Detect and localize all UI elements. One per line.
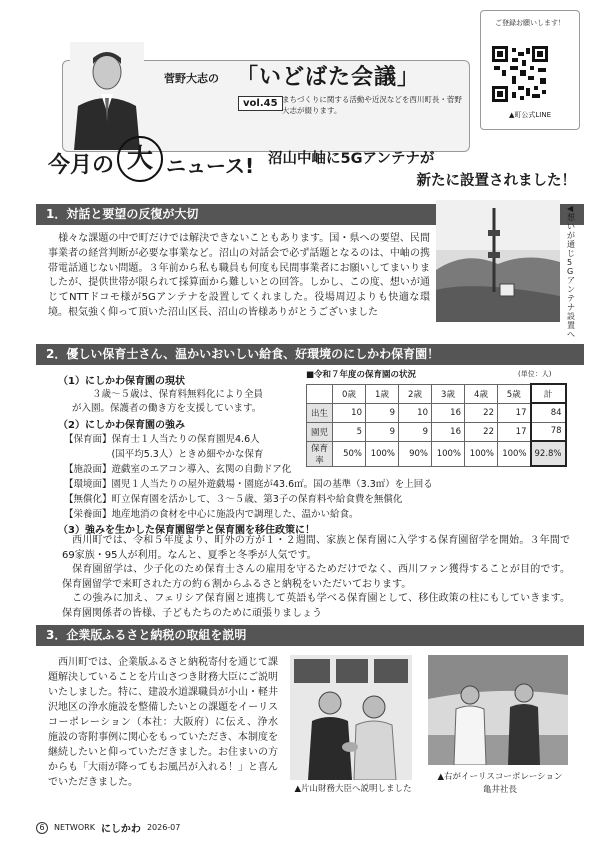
table-cell-total: 84 bbox=[531, 403, 566, 422]
footer-network: NETWORK bbox=[54, 823, 95, 832]
banner-left: 今月の bbox=[48, 153, 115, 178]
table-row bbox=[307, 422, 566, 441]
table-cell: 園児 bbox=[307, 422, 333, 441]
news-headline bbox=[268, 148, 582, 192]
status-text-1: ３歳～５歳は、保育料無料化により全員 bbox=[92, 389, 264, 400]
table-cell: 100% bbox=[465, 441, 498, 466]
table-cell: 90% bbox=[399, 441, 432, 466]
table-header: 5歳 bbox=[498, 384, 531, 403]
mayor-name: 菅野大志の bbox=[164, 72, 219, 85]
antenna-photo-caption: ◀想いが通じ5Gアンテナ設置へ bbox=[567, 204, 575, 339]
strength-item: 【無償化】町立保育園を活かして、３～５歳、第3子の保育料や給食費を無償化 bbox=[64, 494, 403, 505]
table-header: 3歳 bbox=[432, 384, 465, 403]
series-subtitle: まちづくりに関する活動や近況などを西川町長・菅野大志が綴ります。 bbox=[282, 95, 462, 115]
table-cell-total: 78 bbox=[531, 422, 566, 441]
headline-line-2: 新たに設置されました！ bbox=[416, 173, 576, 189]
section-3-title: 3．企業版ふるさと納税の取組を説明 bbox=[36, 625, 584, 646]
table-header: 2歳 bbox=[399, 384, 432, 403]
iris-ceo-photo bbox=[428, 655, 568, 765]
table-title: ■令和７年度の保育園の状況 bbox=[306, 370, 417, 380]
line-qr-code[interactable] bbox=[492, 46, 548, 102]
table-cell: 10 bbox=[399, 403, 432, 422]
table-cell: 16 bbox=[432, 403, 465, 422]
table-cell: 100% bbox=[432, 441, 465, 466]
qr-caption: ▲町公式LINE bbox=[508, 111, 551, 119]
series-title: 「いどばた会議」 bbox=[236, 65, 421, 90]
table-row bbox=[307, 403, 566, 422]
banner-right: ニュース! bbox=[166, 154, 255, 178]
section-1-body: 様々な課題の中で町だけでは解決できないこともあります。国・県への要望、民間事業者の経営判断が必要な事業など。沼山の対話会で必ず話題となるのは、中岫の携帯電話通じない問題。３年前から私も職員も何度も民間事業者にお願いしてまいりましたが、提供世帯が限られて採算面から難しいとの回答。しかし、この度、想いが通じてNTTドコモ様が5Gアンテナを設置してくれました。役場周辺よりも快適な環境。根気強く仰って頂いた沼山区長、沼山の皆様ありがとうございました bbox=[48, 233, 430, 318]
page-number: 6 bbox=[36, 822, 48, 834]
iris-photo-caption-1: ▲右がイーリスコーポレーション bbox=[437, 772, 563, 782]
table-row bbox=[307, 441, 566, 466]
volume-badge: vol.45 bbox=[238, 96, 283, 111]
table-cell: 5 bbox=[333, 422, 366, 441]
table-header: 4歳 bbox=[465, 384, 498, 403]
table-cell: 100% bbox=[366, 441, 399, 466]
minister-photo-caption: ▲片山財務大臣へ説明しました bbox=[294, 784, 412, 794]
table-header bbox=[307, 384, 333, 403]
table-cell: 100% bbox=[498, 441, 531, 466]
table-header: 0歳 bbox=[333, 384, 366, 403]
page-footer bbox=[36, 820, 180, 835]
policy-body: 西川町では、令和５年度より、町外の方が１・２週間、家族と保育園に入学する保育園留学を開始。３年間で69家族・95人が利用。なんと、夏季と冬季が人気です。 保育園留学は、少子化のため保育士さんの雇用を守るためだけでなく、西川ファン獲得することが目的です。保育園留学で来町された方の約６割からふるさと納税をいただいております。 この強みに加え、フェリシア保育園と連携して英語も学べる保育園として、移住政策の柱にもしていきます。保育園関係者の皆様、子どもたちのために頑張りましょう bbox=[62, 535, 570, 619]
table-header: 1歳 bbox=[366, 384, 399, 403]
table-cell: 50% bbox=[333, 441, 366, 466]
footer-date: 2026-07 bbox=[146, 823, 181, 832]
table-cell: 22 bbox=[465, 422, 498, 441]
table-cell: 17 bbox=[498, 422, 531, 441]
register-text: ご登録お願いします！ bbox=[495, 19, 565, 27]
table-cell: 9 bbox=[366, 403, 399, 422]
table-header-total: 計 bbox=[531, 384, 566, 403]
table-cell-total: 92.8% bbox=[531, 441, 566, 466]
table-header-row bbox=[307, 384, 566, 403]
footer-brand: にしかわ bbox=[100, 824, 141, 835]
section-2-title: 2．優しい保育士さん、温かいおいしい給食、好環境のにしかわ保育園！ bbox=[36, 344, 584, 365]
policy-heading: （3）強みを生かした保育園留学と保育園を移住政策に！ bbox=[58, 525, 315, 536]
strength-item: 【栄養面】地産地消の食材を中心に施設内で調理した、温かい給食。 bbox=[64, 509, 359, 520]
strengths-heading: （2）にしかわ保育園の強み bbox=[58, 420, 185, 431]
table-cell: 9 bbox=[366, 422, 399, 441]
table-cell: 保育率 bbox=[307, 441, 333, 466]
minister-meeting-photo bbox=[290, 655, 412, 780]
section-3-body: 西川町では、企業版ふるさと納税寄付を通じて課題解決していることを片山さつき財務大臣にご説明いたしました。特に、建設水道課職員が小山・軽井沢地区の浄水施設を整備したいとの課題をイーリスコーポレーション（本社：大阪府）に伝え、浄水施設の寄附事例に関心をもっていただき、本制度を継続したいと仰っていただきました。お住まいの方からも「大雨が降ってもお風呂が入れる！」と喜んでいただきました。 bbox=[48, 657, 278, 788]
table-cell: 17 bbox=[498, 403, 531, 422]
antenna-photo bbox=[436, 200, 560, 322]
table-cell: 10 bbox=[333, 403, 366, 422]
mayor-portrait bbox=[70, 42, 144, 150]
strength-item: 【施設面】遊戯室のエアコン導入、玄関の自動ドア化 bbox=[64, 464, 292, 475]
table-cell: 出生 bbox=[307, 403, 333, 422]
strength-item: 【保育面】保育士１人当たりの保育園児4.6人 bbox=[64, 434, 260, 445]
table-cell: 9 bbox=[399, 422, 432, 441]
table-cell: 16 bbox=[432, 422, 465, 441]
table-cell: 22 bbox=[465, 403, 498, 422]
strength-item: 【環境面】園児１人当たりの屋外遊戯場・園庭が43.6㎡。国の基準（3.3㎡）を上回る bbox=[64, 479, 433, 490]
table-unit: (単位：人) bbox=[518, 370, 552, 378]
status-heading: （1）にしかわ保育園の現状 bbox=[58, 376, 185, 387]
section-1-title: 1．対話と要望の反復が大切 bbox=[36, 204, 584, 225]
iris-photo-caption-2: 亀井社長 bbox=[482, 785, 517, 795]
headline-line-1: 沼山中岫に5Gアンテナが bbox=[268, 151, 435, 167]
banner-dai-circle: 大 bbox=[117, 136, 163, 182]
nursery-status-table bbox=[306, 383, 567, 467]
status-text-2: が入園。保護者の働き方を支援しています。 bbox=[72, 403, 262, 414]
strength-item: (国平均5.3人）ときめ細やかな保育 bbox=[64, 449, 264, 460]
